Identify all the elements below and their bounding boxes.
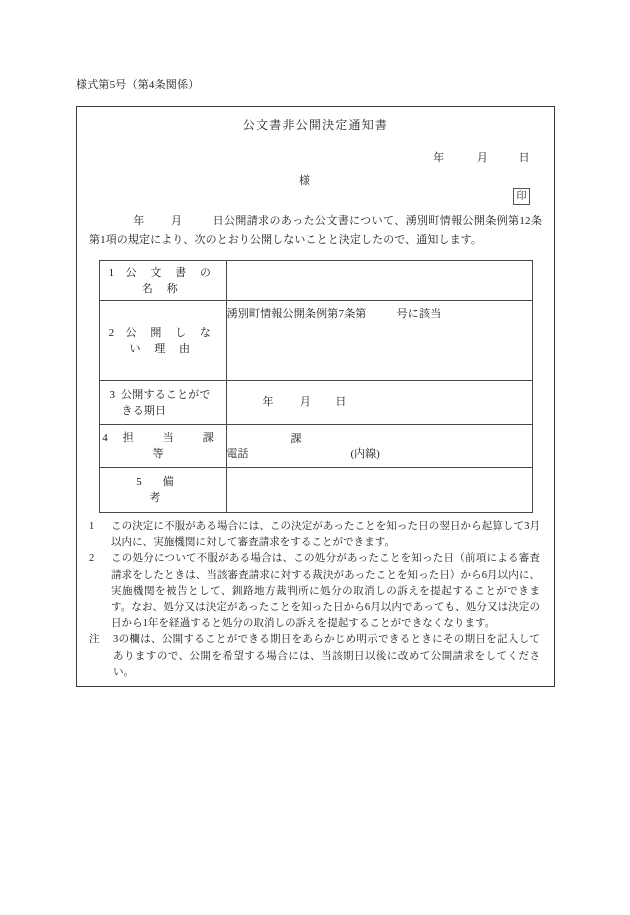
disclosure-date-year: 年 — [262, 396, 274, 408]
row-value-nondisclosure-reason[interactable] — [226, 301, 532, 381]
disclosure-date-month: 月 — [299, 396, 312, 408]
row-label-text: 公 開 し な い 理 由 — [125, 326, 217, 355]
table-row — [99, 381, 532, 425]
row-number: 1 — [108, 266, 115, 279]
form-number-label: 様式第5号（第4条関係） — [76, 79, 200, 91]
table-row — [99, 301, 532, 381]
row-label-text: 担 当 課 等 — [122, 432, 243, 460]
row-label-disclosure-date — [99, 381, 226, 425]
extension-label: (内線) — [350, 448, 380, 460]
note-text: 3の欄は、公開することができる期日をあらかじめ明示できるときにその期日を記入してありますので、公開を希望する場合には、当該期日以後に改めて公開請求をしてください。 — [113, 634, 540, 678]
row-number: 5 — [136, 476, 142, 488]
telephone-line — [227, 448, 380, 460]
row-number: 2 — [108, 326, 115, 339]
document-frame — [76, 106, 555, 687]
row-label-text-line1: 公開することがで — [121, 388, 211, 401]
row-label-text: 備 考 — [149, 476, 319, 504]
disclosure-date-day: 日 — [335, 396, 347, 408]
page-title: 公文書非公開決定通知書 — [242, 118, 389, 132]
row-value-remarks[interactable] — [226, 468, 532, 513]
table-row — [99, 468, 532, 513]
row-label-remarks — [99, 468, 319, 513]
row-label-nondisclosure-reason — [99, 301, 226, 381]
issue-date-month: 月 — [476, 152, 489, 164]
table-row — [99, 261, 532, 301]
list-item — [89, 632, 540, 681]
row-number: 3 — [109, 388, 116, 401]
note-number: 1 — [89, 521, 95, 532]
telephone-label: 電話 — [226, 448, 249, 460]
body-date-year: 年 — [133, 215, 145, 227]
issue-date-day: 日 — [518, 152, 530, 164]
decision-details-table — [99, 260, 533, 513]
row-label-text: 公 文 書 の 名 称 — [125, 266, 217, 295]
body-date-month: 月 — [170, 215, 183, 227]
row-label-text-line2: きる期日 — [121, 404, 167, 417]
row-value-document-name[interactable] — [226, 261, 532, 301]
section-suffix: 課 — [290, 433, 302, 445]
issue-date-year: 年 — [433, 152, 445, 164]
row-label-document-name — [99, 261, 226, 301]
reason-clause-prefix: 湧別町情報公開条例第7条第 — [226, 308, 367, 320]
row-value-disclosure-date[interactable] — [226, 381, 532, 425]
note-text: この処分について不服がある場合は、この処分があったことを知った日（前項による審査請求をしたときは、当該審査請求に対する裁決があったことを知った日）から6月以内に、実施機関を被告として、釧路地方裁判所に処分の取消しの訴えを提起することができます。なお、処分又は決定があったことを知った日から6月以内であっても、処分又は決定の日から1年を経過すると処分の取消しの訴えを提起することができなくなります。 — [111, 553, 540, 630]
list-item — [89, 519, 540, 551]
addressee-row — [77, 166, 554, 210]
list-item — [89, 551, 540, 632]
note-text: この決定に不服がある場合には、この決定があったことを知った日の翌日から起算して3月以内に、実施機関に対して審査請求をすることができます。 — [111, 521, 540, 549]
note-number: 2 — [89, 553, 95, 565]
table-row — [99, 425, 532, 468]
body-paragraph — [89, 212, 542, 250]
addressee-suffix: 様 — [299, 175, 311, 187]
row-value-responsible-section[interactable] — [226, 425, 532, 468]
notes-section — [89, 519, 540, 681]
note-number: 注 — [89, 634, 100, 646]
body-main-text: 日公開請求のあった公文書について、湧別町情報公開条例第12条第1項の規定により、次のとおり公開しないことと決定したので、通知します。 — [89, 215, 542, 246]
issue-date-line — [77, 151, 554, 166]
row-number: 4 — [102, 432, 108, 444]
seal-stamp-icon: 印 — [513, 188, 530, 205]
reason-clause-suffix: 号に該当 — [396, 308, 442, 320]
